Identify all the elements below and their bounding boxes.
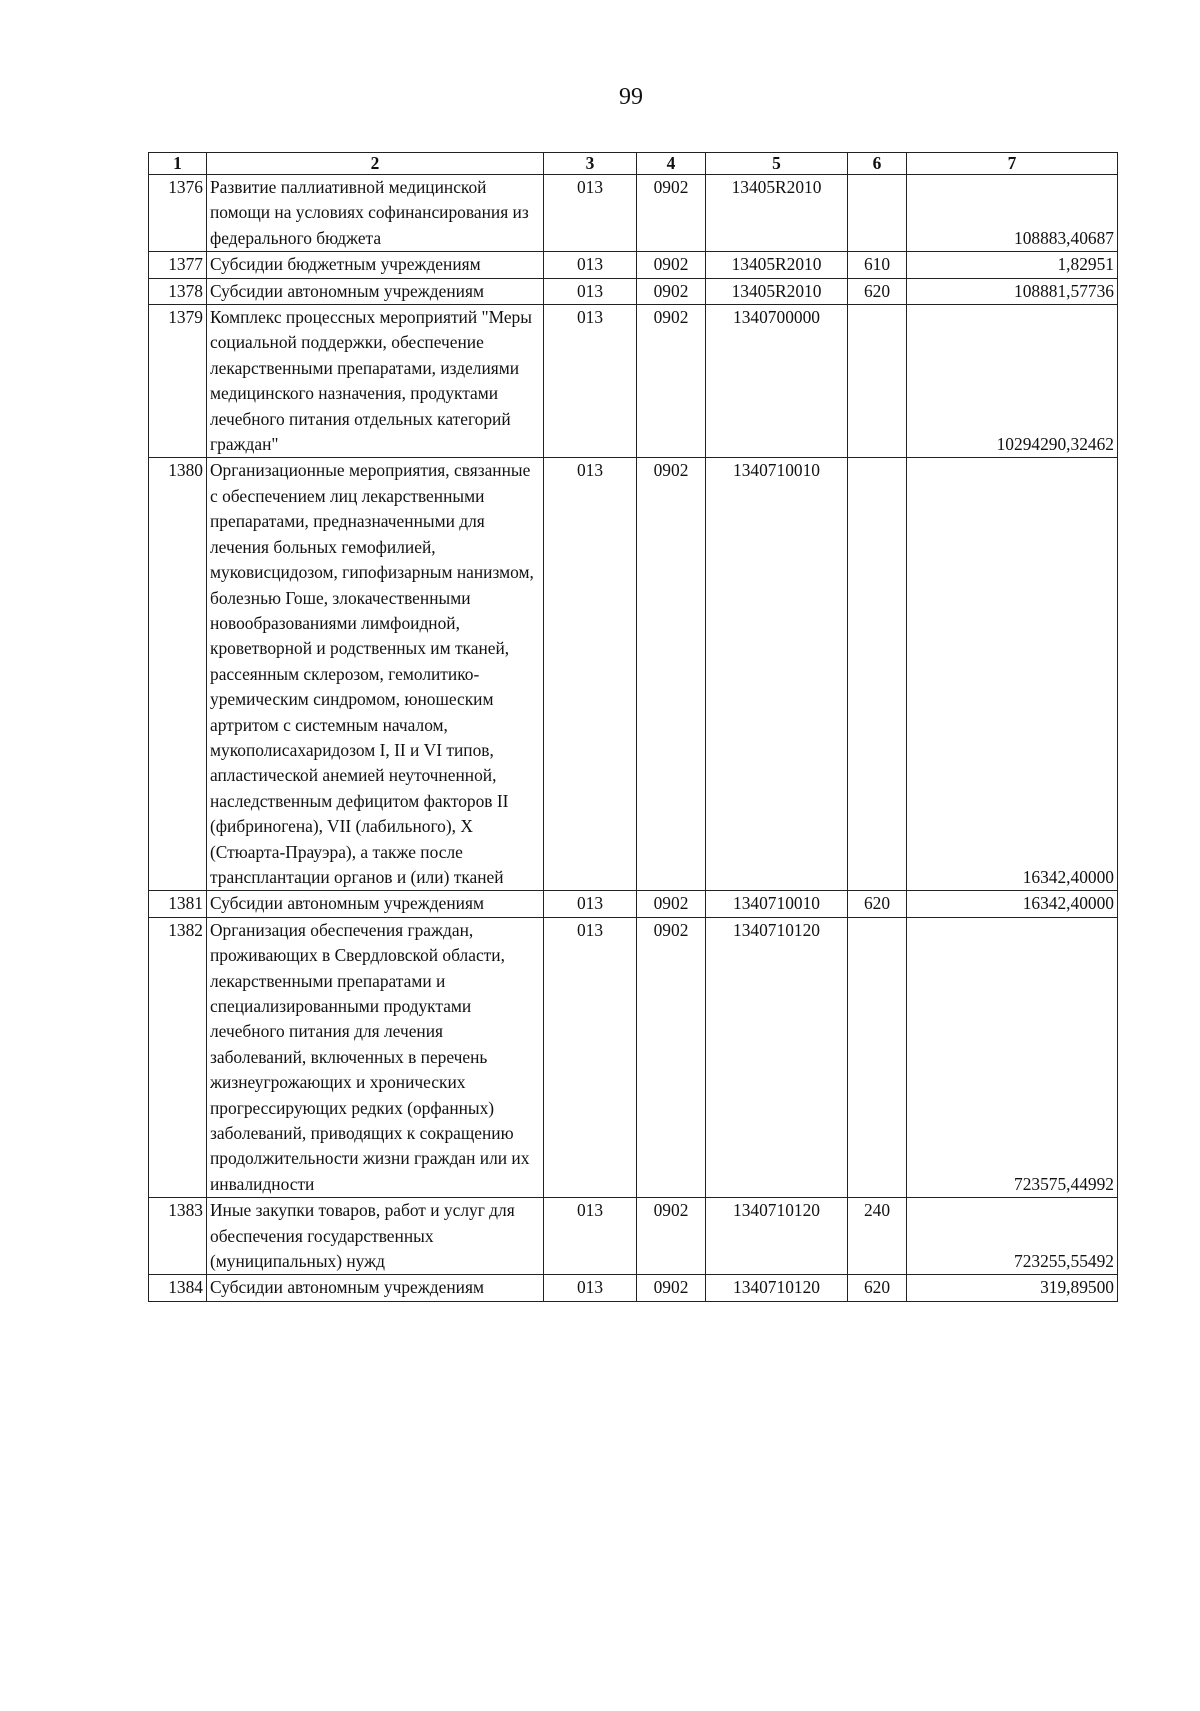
row-amount: 16342,40000 bbox=[907, 891, 1118, 917]
row-col-3: 013 bbox=[544, 1275, 637, 1301]
table-row bbox=[149, 1198, 1118, 1275]
row-col-5: 1340710010 bbox=[706, 458, 848, 891]
row-col-4: 0902 bbox=[637, 458, 706, 891]
header-row bbox=[149, 153, 1118, 175]
row-number: 1381 bbox=[149, 891, 207, 917]
header-col-1: 1 bbox=[149, 153, 207, 175]
table-row bbox=[149, 1275, 1118, 1301]
row-col-3: 013 bbox=[544, 305, 637, 458]
row-col-6 bbox=[848, 917, 907, 1197]
row-name: Субсидии автономным учреждениям bbox=[207, 278, 544, 304]
row-col-3: 013 bbox=[544, 278, 637, 304]
budget-table bbox=[148, 152, 1118, 1302]
row-col-5: 13405R2010 bbox=[706, 252, 848, 278]
row-col-4: 0902 bbox=[637, 1198, 706, 1275]
header-col-3: 3 bbox=[544, 153, 637, 175]
row-col-6: 620 bbox=[848, 278, 907, 304]
row-col-5: 1340710010 bbox=[706, 891, 848, 917]
row-col-4: 0902 bbox=[637, 891, 706, 917]
row-col-3: 013 bbox=[544, 252, 637, 278]
row-col-3: 013 bbox=[544, 917, 637, 1197]
row-name: Субсидии автономным учреждениям bbox=[207, 1275, 544, 1301]
row-col-5: 1340700000 bbox=[706, 305, 848, 458]
row-col-4: 0902 bbox=[637, 252, 706, 278]
row-name: Развитие паллиативной медицинской помощи на условиях софинансирования из федерального бюджета bbox=[207, 175, 544, 252]
row-col-6: 620 bbox=[848, 891, 907, 917]
row-amount: 319,89500 bbox=[907, 1275, 1118, 1301]
header-col-2: 2 bbox=[207, 153, 544, 175]
row-amount: 723255,55492 bbox=[907, 1198, 1118, 1275]
row-col-5: 13405R2010 bbox=[706, 278, 848, 304]
row-name: Комплекс процессных мероприятий "Меры социальной поддержки, обеспечение лекарственными препаратами, изделиями медицинского назначения, продуктами лечебного питания отдельных категорий граждан" bbox=[207, 305, 544, 458]
header-col-5: 5 bbox=[706, 153, 848, 175]
row-col-6: 240 bbox=[848, 1198, 907, 1275]
row-number: 1383 bbox=[149, 1198, 207, 1275]
row-col-5: 1340710120 bbox=[706, 1275, 848, 1301]
row-col-3: 013 bbox=[544, 891, 637, 917]
row-col-4: 0902 bbox=[637, 305, 706, 458]
row-col-3: 013 bbox=[544, 1198, 637, 1275]
table-row bbox=[149, 458, 1118, 891]
row-name: Организационные мероприятия, связанные с обеспечением лиц лекарственными препаратами, предназначенными для лечения больных гемофилией, муковисцидозом, гипофизарным нанизмом, болезнью Гоше, злокачественными новообразованиями лимфоидной, кроветворной и родственных им тканей, рассеянным склерозом, гемолитико-уремическим синдромом, юношеским артритом с системным началом, мукополисахаридозом I, II и VI типов, апластической анемией неуточненной, наследственным дефицитом факторов II (фибриногена), VII (лабильного), X (Стюарта-Прауэра), а также после трансплантации органов и (или) тканей bbox=[207, 458, 544, 891]
row-amount: 108883,40687 bbox=[907, 175, 1118, 252]
row-col-5: 1340710120 bbox=[706, 917, 848, 1197]
row-col-6: 610 bbox=[848, 252, 907, 278]
row-amount: 16342,40000 bbox=[907, 458, 1118, 891]
row-col-6 bbox=[848, 175, 907, 252]
row-col-6: 620 bbox=[848, 1275, 907, 1301]
row-col-4: 0902 bbox=[637, 278, 706, 304]
row-amount: 10294290,32462 bbox=[907, 305, 1118, 458]
row-amount: 108881,57736 bbox=[907, 278, 1118, 304]
row-col-4: 0902 bbox=[637, 175, 706, 252]
row-col-3: 013 bbox=[544, 175, 637, 252]
row-col-3: 013 bbox=[544, 458, 637, 891]
table-row bbox=[149, 175, 1118, 252]
row-number: 1380 bbox=[149, 458, 207, 891]
row-col-4: 0902 bbox=[637, 917, 706, 1197]
row-amount: 1,82951 bbox=[907, 252, 1118, 278]
row-name: Субсидии бюджетным учреждениям bbox=[207, 252, 544, 278]
table-row bbox=[149, 278, 1118, 304]
row-amount: 723575,44992 bbox=[907, 917, 1118, 1197]
row-name: Организация обеспечения граждан, проживающих в Свердловской области, лекарственными препаратами и специализированными продуктами лечебного питания для лечения заболеваний, включенных в перечень жизнеугрожающих и хронических прогрессирующих редких (орфанных) заболеваний, приводящих к сокращению продолжительности жизни граждан или их инвалидности bbox=[207, 917, 544, 1197]
row-number: 1376 bbox=[149, 175, 207, 252]
table-row bbox=[149, 917, 1118, 1197]
row-col-5: 1340710120 bbox=[706, 1198, 848, 1275]
header-col-4: 4 bbox=[637, 153, 706, 175]
row-name: Иные закупки товаров, работ и услуг для обеспечения государственных (муниципальных) нужд bbox=[207, 1198, 544, 1275]
row-number: 1378 bbox=[149, 278, 207, 304]
row-col-6 bbox=[848, 458, 907, 891]
table-row bbox=[149, 891, 1118, 917]
row-col-4: 0902 bbox=[637, 1275, 706, 1301]
row-number: 1384 bbox=[149, 1275, 207, 1301]
header-col-7: 7 bbox=[907, 153, 1118, 175]
row-name: Субсидии автономным учреждениям bbox=[207, 891, 544, 917]
row-col-6 bbox=[848, 305, 907, 458]
row-number: 1377 bbox=[149, 252, 207, 278]
row-number: 1379 bbox=[149, 305, 207, 458]
row-number: 1382 bbox=[149, 917, 207, 1197]
table-row bbox=[149, 305, 1118, 458]
header-col-6: 6 bbox=[848, 153, 907, 175]
row-col-5: 13405R2010 bbox=[706, 175, 848, 252]
page-number: 99 bbox=[619, 84, 643, 110]
table-row bbox=[149, 252, 1118, 278]
